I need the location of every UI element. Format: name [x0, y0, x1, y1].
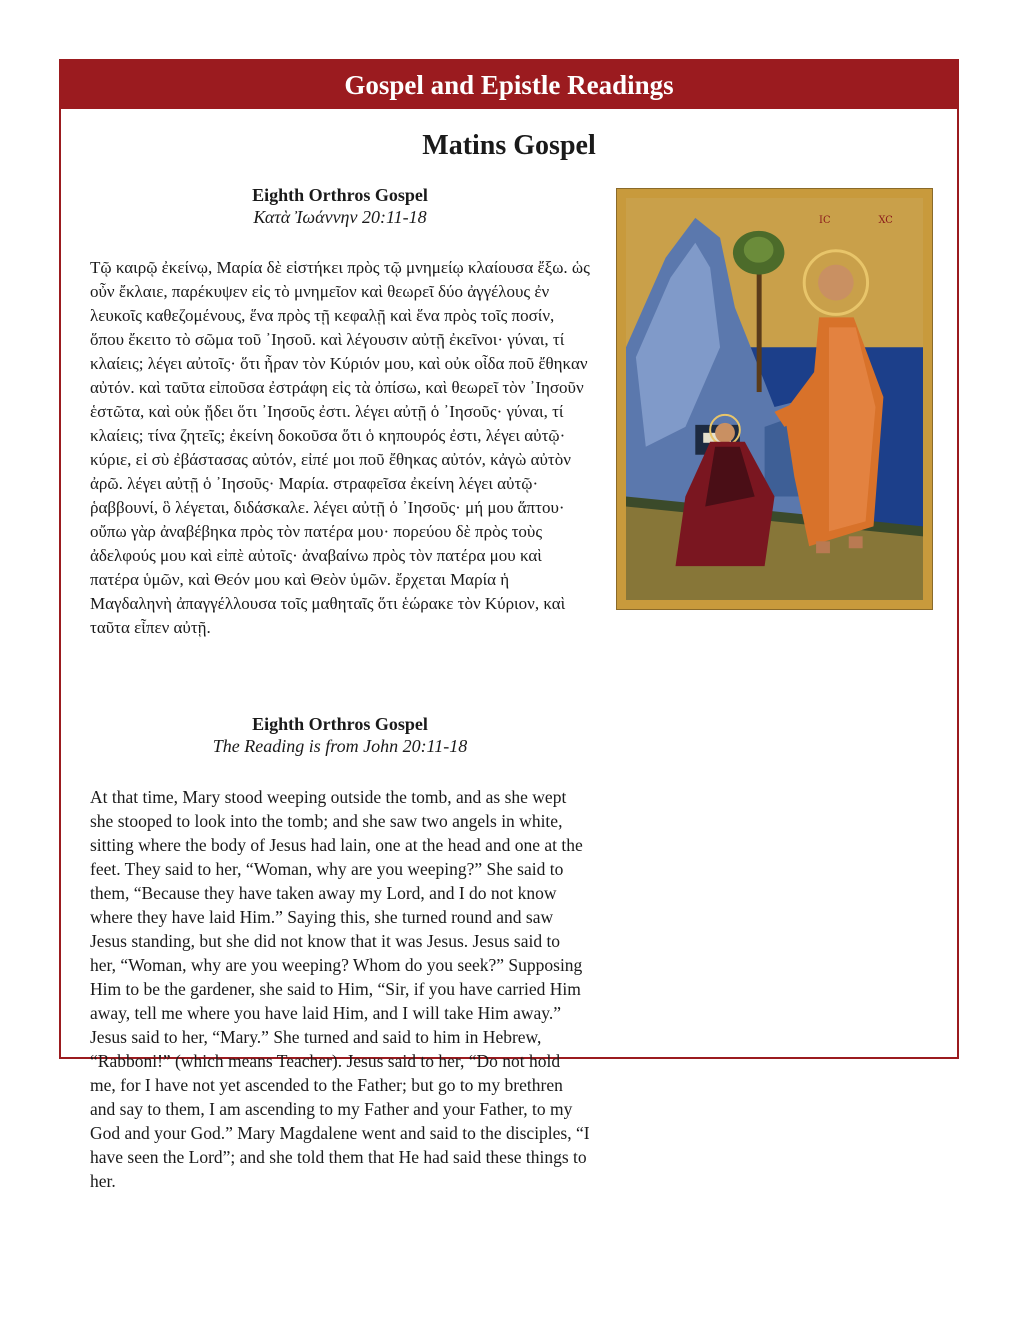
icon-painting [626, 198, 923, 600]
english-reading-text: At that time, Mary stood weeping outside the tomb, and as she wept she stooped to look into the tomb; and she saw two angels in white, sitting where the body of Jesus had lain, one at the head and one at the feet. They said to her, “Woman, why are you weeping?” She said to them, “Because they have taken away my Lord, and I do not know where they have laid Him.” Saying this, she turned round and saw Jesus standing, but she did not know that it was Jesus. Jesus said to her, “Woman, why are you weeping? Whom do you seek?” Supposing Him to be the gardener, she said to Him, “Sir, if you have carried Him away, tell me where you have laid Him, and I will take Him away.” Jesus said to her, “Mary.” She turned and said to him in Hebrew, “Rabboni!” (which means Teacher). Jesus said to her, “Do not hold me, for I have not yet ascended to the Father; but go to my brethren and say to them, I am ascending to my Father and your Father, to my God and your God.” Mary Magdalene went and said to the disciples, “I have seen the Lord”; and she told them that He had said these things to her. [90, 787, 590, 1191]
svg-text:XC: XC [878, 214, 893, 226]
english-reading-heading [90, 713, 590, 757]
section-title: Matins Gospel [422, 130, 596, 161]
english-reading [90, 713, 590, 1193]
svg-text:IC: IC [819, 214, 831, 226]
page-banner: Gospel and Epistle Readings [61, 61, 957, 109]
greek-reading-text: Τῷ καιρῷ ἐκείνῳ, Μαρία δὲ εἱστήκει πρὸς τῷ μνημείῳ κλαίουσα ἔξω. ὡς οὖν ἔκλαιε, παρέκυψεν εἰς τὸ μνημεῖον καὶ θεωρεῖ δύο ἀγγέλους ἐν λευκοῖς καθεζομένους, ἕνα πρὸς τῇ κεφαλῇ καὶ ἕνα πρὸς τοῖς ποσίν, ὅπου ἔκειτο τὸ σῶμα τοῦ ᾿Ιησοῦ. καὶ λέγουσιν αὐτῇ ἐκεῖνοι· γύναι, τί κλαίεις; λέγει αὐτοῖς· ὅτι ἦραν τὸν Κύριόν μου, καὶ οὐκ οἶδα ποῦ ἔθηκαν αὐτόν. καὶ ταῦτα εἰποῦσα ἐστράφη εἰς τὰ ὀπίσω, καὶ θεωρεῖ τὸν ᾿Ιησοῦν ἑστῶτα, καὶ οὐκ ᾔδει ὅτι ᾿Ιησοῦς ἐστι. λέγει αὐτῇ ὁ ᾿Ιησοῦς· γύναι, τί κλαίεις; τίνα ζητεῖς; ἐκείνη δοκοῦσα ὅτι ὁ κηπουρός ἐστι, λέγει αὐτῷ· κύριε, εἰ σὺ ἐβάστασας αὐτόν, εἰπέ μοι ποῦ ἔθηκας αὐτόν, κἀγὼ αὐτὸν ἀρῶ. λέγει αὐτῇ ὁ ᾿Ιησοῦς· Μαρία. στραφεῖσα ἐκείνη λέγει αὐτῷ· ῥαββουνί, ὃ λέγεται, διδάσκαλε. λέγει αὐτῇ ὁ ᾿Ιησοῦς· μή μου ἅπτου· οὔπω γὰρ ἀναβέβηκα πρὸς τὸν πατέρα μου· πορεύου δὲ πρὸς τοὺς ἀδελφούς μου καὶ εἰπὲ αὐτοῖς· ἀναβαίνω πρὸς τὸν πατέρα μου καὶ πατέρα ὑμῶν, καὶ Θεόν μου καὶ Θεὸν ὑμῶν. ἔρχεται Μαρία ἡ Μαγδαληνὴ ἀπαγγέλλουσα τοῖς μαθηταῖς ὅτι ἑώρακε τὸν Κύριον, καὶ ταῦτα εἶπεν αὐτῇ. [90, 258, 590, 637]
greek-reading-reference: Κατὰ Ἰωάννην 20:11-18 [253, 207, 427, 227]
greek-reading-heading [90, 184, 590, 228]
english-reading-reference: The Reading is from John 20:11-18 [212, 736, 468, 756]
greek-reading-title: Eighth Orthros Gospel [252, 185, 428, 205]
page-frame [59, 59, 959, 1191]
noli-me-tangere-icon [616, 188, 933, 610]
english-reading-title: Eighth Orthros Gospel [252, 714, 428, 734]
greek-reading [90, 184, 590, 640]
